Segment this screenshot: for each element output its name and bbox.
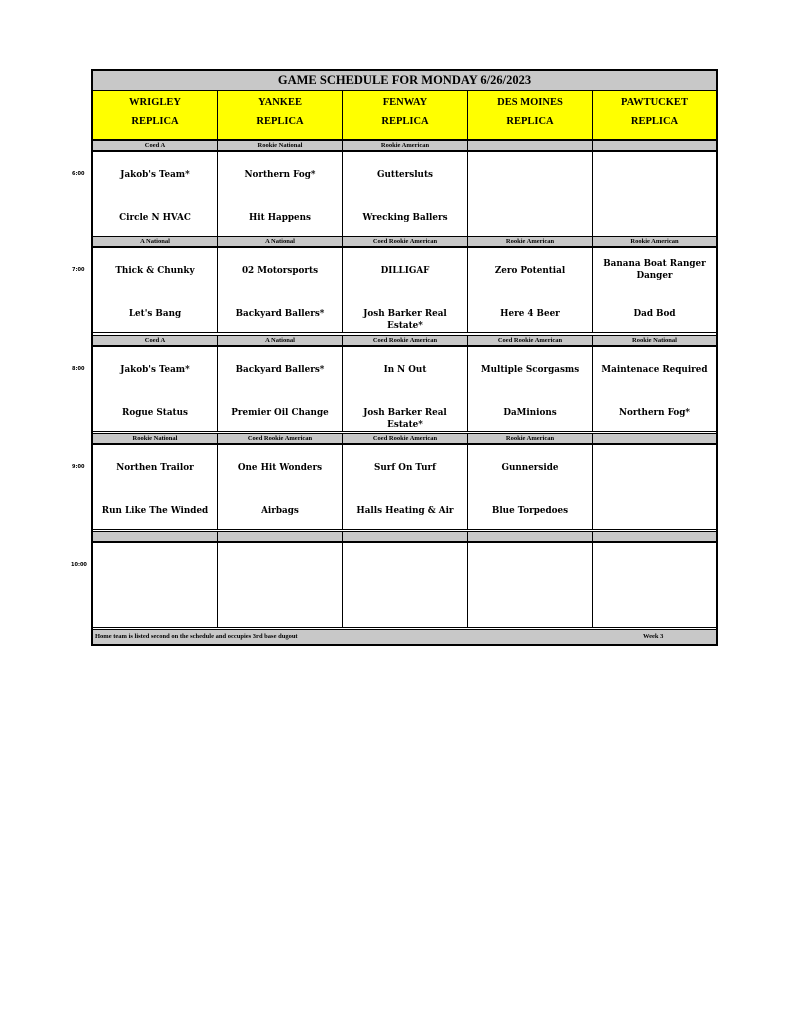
footer-note: Home team is listed second on the schedule and occupies 3rd base dugout bbox=[95, 633, 298, 640]
game-cell bbox=[218, 444, 343, 530]
division-label: Coed Rookie American bbox=[343, 236, 468, 247]
field-name: DES MOINES bbox=[497, 97, 563, 108]
away-team: Northern Fog* bbox=[244, 170, 316, 180]
game-cell bbox=[593, 151, 716, 237]
away-team: Jakob's Team* bbox=[120, 170, 190, 180]
home-team: Run Like The Winded bbox=[101, 506, 209, 516]
field-subtitle: REPLICA bbox=[256, 116, 304, 127]
schedule-title: GAME SCHEDULE FOR MONDAY 6/26/2023 bbox=[93, 71, 716, 91]
home-team: Halls Heating & Air bbox=[356, 506, 454, 516]
game-cell bbox=[468, 542, 593, 628]
game-cell bbox=[468, 247, 593, 333]
division-label bbox=[93, 531, 218, 542]
away-team: Zero Potential bbox=[494, 266, 566, 276]
home-team: Backyard Ballers* bbox=[235, 309, 325, 319]
footer-bar bbox=[93, 629, 716, 644]
game-cell bbox=[93, 247, 218, 333]
field-name: WRIGLEY bbox=[129, 97, 181, 108]
time-label: 8:00 bbox=[72, 366, 85, 372]
away-team: Multiple Scorgasms bbox=[480, 365, 580, 375]
game-cell bbox=[593, 444, 716, 530]
division-label: Rookie American bbox=[468, 236, 593, 247]
division-label: Coed A bbox=[93, 140, 218, 151]
time-label: 9:00 bbox=[72, 464, 85, 470]
division-label bbox=[593, 531, 716, 542]
game-cell bbox=[343, 346, 468, 432]
game-cell bbox=[343, 151, 468, 237]
home-team: Premier Oil Change bbox=[231, 408, 329, 418]
field-header bbox=[218, 91, 343, 140]
time-label: 6:00 bbox=[72, 171, 85, 177]
division-label bbox=[343, 531, 468, 542]
game-cell bbox=[593, 542, 716, 628]
field-subtitle: REPLICA bbox=[506, 116, 554, 127]
field-header bbox=[468, 91, 593, 140]
home-team: Here 4 Beer bbox=[500, 309, 560, 319]
home-team: Wrecking Ballers bbox=[362, 213, 448, 223]
field-name: PAWTUCKET bbox=[621, 97, 688, 108]
away-team: Thick & Chunky bbox=[115, 266, 195, 276]
time-label: 10:00 bbox=[71, 562, 87, 568]
game-cell bbox=[93, 444, 218, 530]
away-team: In N Out bbox=[383, 365, 427, 375]
game-cell bbox=[593, 247, 716, 333]
game-cell bbox=[218, 247, 343, 333]
home-team: Rogue Status bbox=[122, 408, 188, 418]
division-label: A National bbox=[218, 335, 343, 346]
game-cell bbox=[343, 247, 468, 333]
home-team: Airbags bbox=[261, 506, 299, 516]
division-label: Rookie National bbox=[593, 335, 716, 346]
away-team: 02 Motorsports bbox=[241, 266, 319, 276]
game-cell bbox=[593, 346, 716, 432]
division-label: Rookie National bbox=[218, 140, 343, 151]
division-label: Coed Rookie American bbox=[343, 335, 468, 346]
home-team: Northern Fog* bbox=[618, 408, 691, 418]
away-team: Guttersluts bbox=[377, 170, 433, 180]
away-team: Jakob's Team* bbox=[120, 365, 190, 375]
schedule-table bbox=[91, 69, 718, 646]
field-subtitle: REPLICA bbox=[630, 116, 679, 127]
division-label: Rookie American bbox=[343, 140, 468, 151]
away-team: Maintenace Required bbox=[601, 365, 708, 375]
home-team: Hit Happens bbox=[248, 213, 312, 223]
game-cell bbox=[93, 346, 218, 432]
away-team: Backyard Ballers* bbox=[235, 365, 325, 375]
home-team: DaMinions bbox=[503, 408, 557, 418]
field-header bbox=[93, 91, 218, 140]
field-subtitle: REPLICA bbox=[381, 116, 429, 127]
game-cell bbox=[343, 444, 468, 530]
field-header bbox=[593, 91, 716, 140]
division-label bbox=[593, 140, 716, 151]
game-cell bbox=[93, 542, 218, 628]
division-label bbox=[468, 140, 593, 151]
home-team: Blue Torpedoes bbox=[491, 506, 569, 516]
home-team: Circle N HVAC bbox=[119, 213, 191, 223]
division-label bbox=[468, 531, 593, 542]
game-cell bbox=[218, 151, 343, 237]
field-name: FENWAY bbox=[382, 97, 428, 108]
field-subtitle: REPLICA bbox=[131, 116, 179, 127]
home-team: Dad Bod bbox=[633, 309, 676, 319]
division-label: A National bbox=[93, 236, 218, 247]
away-team: Banana Boat Ranger Danger bbox=[603, 259, 706, 281]
game-cell bbox=[218, 346, 343, 432]
home-team: Let's Bang bbox=[128, 309, 182, 319]
division-label bbox=[593, 433, 716, 444]
field-header bbox=[343, 91, 468, 140]
game-cell bbox=[218, 542, 343, 628]
game-cell bbox=[468, 346, 593, 432]
game-cell bbox=[343, 542, 468, 628]
field-name: YANKEE bbox=[258, 97, 302, 108]
away-team: Surf On Turf bbox=[374, 463, 436, 473]
division-label: Rookie American bbox=[593, 236, 716, 247]
division-label bbox=[218, 531, 343, 542]
away-team: Northen Trailor bbox=[116, 463, 194, 473]
away-team: DILLIGAF bbox=[380, 266, 430, 276]
division-label: Rookie American bbox=[468, 433, 593, 444]
time-label: 7:00 bbox=[72, 267, 85, 273]
division-label: Rookie National bbox=[93, 433, 218, 444]
away-team: Gunnerside bbox=[501, 463, 559, 473]
game-cell bbox=[468, 444, 593, 530]
away-team: One Hit Wonders bbox=[237, 463, 323, 473]
home-team: Josh Barker Real Estate* bbox=[363, 408, 447, 430]
division-label: Coed Rookie American bbox=[343, 433, 468, 444]
home-team: Josh Barker Real Estate* bbox=[363, 309, 447, 331]
week-label: Week 3 bbox=[643, 633, 664, 640]
division-label: Coed Rookie American bbox=[218, 433, 343, 444]
division-label: Coed A bbox=[93, 335, 218, 346]
game-cell bbox=[93, 151, 218, 237]
division-label: Coed Rookie American bbox=[468, 335, 593, 346]
division-label: A National bbox=[218, 236, 343, 247]
game-cell bbox=[468, 151, 593, 237]
